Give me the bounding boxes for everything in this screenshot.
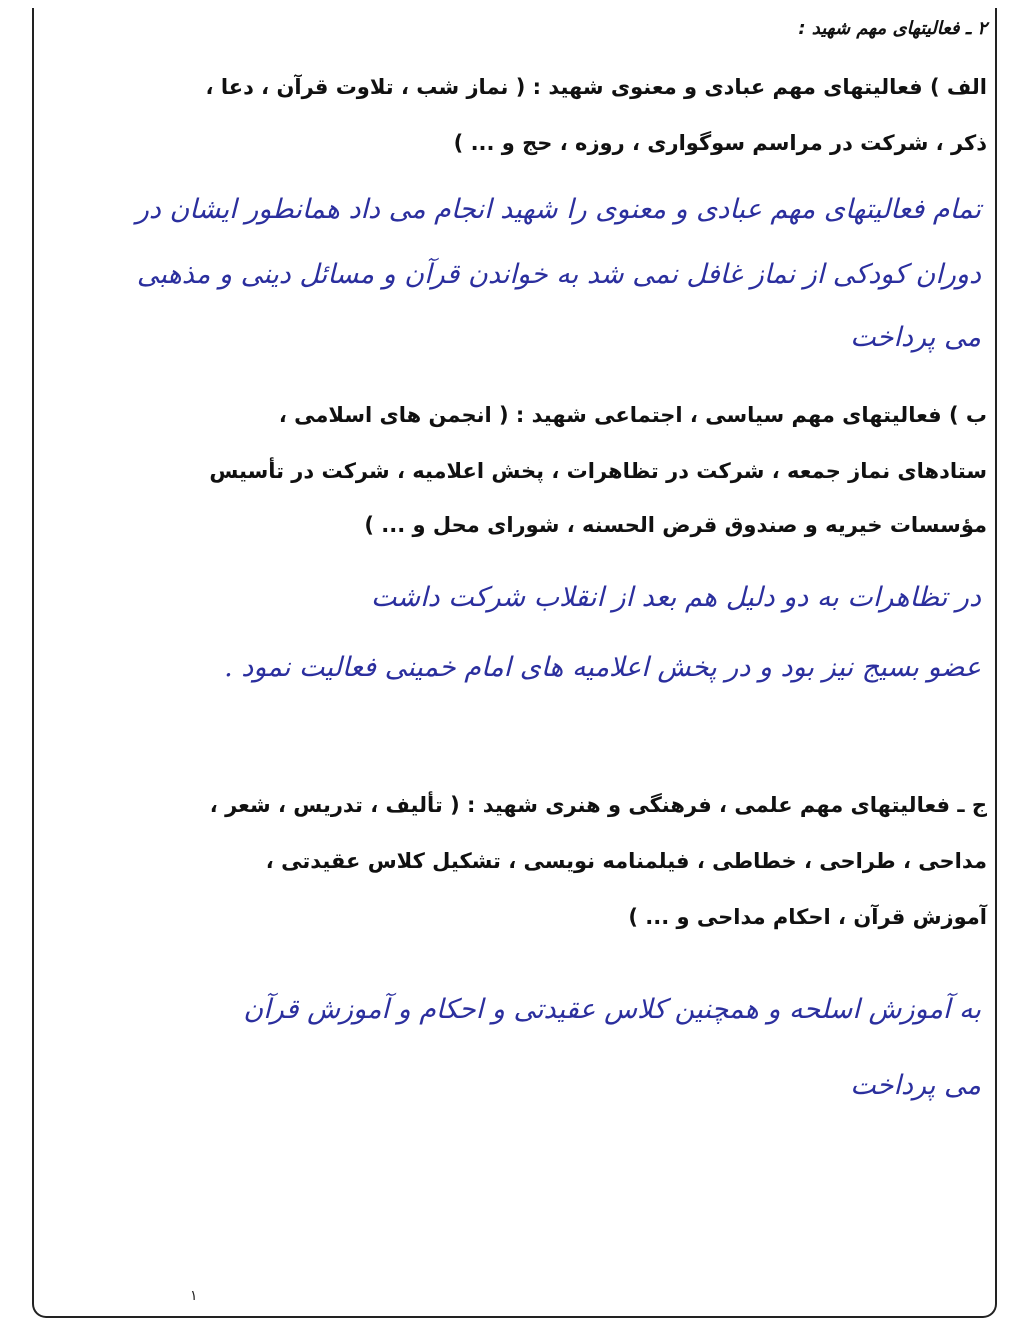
section-c-handwritten-1: به آموزش اسلحه و همچنین کلاس عقیدتی و احکام و آموزش قرآن [243,994,981,1025]
section-b-line-3: مؤسسات خیریه و صندوق قرض الحسنه ، شورای محل و ... ) [364,513,987,537]
section-a-line-1: الف ) فعالیتهای مهم عبادی و معنوی شهید : ( نماز شب ، تلاوت قرآن ، دعا ، [205,75,987,99]
page-number: ۱ [190,1288,198,1304]
section-b-handwritten-2: عضو بسیج نیز بود و در پخش اعلامیه های امام خمینی فعالیت نمود . [224,652,981,683]
section-b-line-2: ستادهای نماز جمعه ، شرکت در تظاهرات ، پخش اعلامیه ، شرکت در تأسیس [209,459,987,483]
section-heading: ۲ ـ فعالیتهای مهم شهید : [798,18,987,39]
section-a-handwritten-1: تمام فعالیتهای مهم عبادی و معنوی را شهید انجام می داد همانطور ایشان در [135,194,981,225]
section-b-line-1: ب ) فعالیتهای مهم سیاسی ، اجتماعی شهید : ( انجمن های اسلامی ، [278,403,987,427]
section-a-line-2: ذکر ، شرکت در مراسم سوگواری ، روزه ، حج و ... ) [453,131,987,155]
section-b-handwritten-1: در تظاهرات به دو دلیل هم بعد از انقلاب شرکت داشت [371,582,981,613]
section-a-handwritten-2: دوران کودکی از نماز غافل نمی شد به خواندن قرآن و مسائل دینی و مذهبی [136,259,981,290]
section-c-line-1: ج ـ فعالیتهای مهم علمی ، فرهنگی و هنری شهید : ( تألیف ، تدریس ، شعر ، [209,793,987,817]
section-c-line-3: آموزش قرآن ، احکام مداحی و ... ) [628,905,987,929]
section-a-handwritten-3: می پرداخت [850,322,981,353]
section-c-line-2: مداحی ، طراحی ، خطاطی ، فیلمنامه نویسی ، تشکیل کلاس عقیدتی ، [265,849,987,873]
section-c-handwritten-2: می پرداخت [850,1070,981,1101]
